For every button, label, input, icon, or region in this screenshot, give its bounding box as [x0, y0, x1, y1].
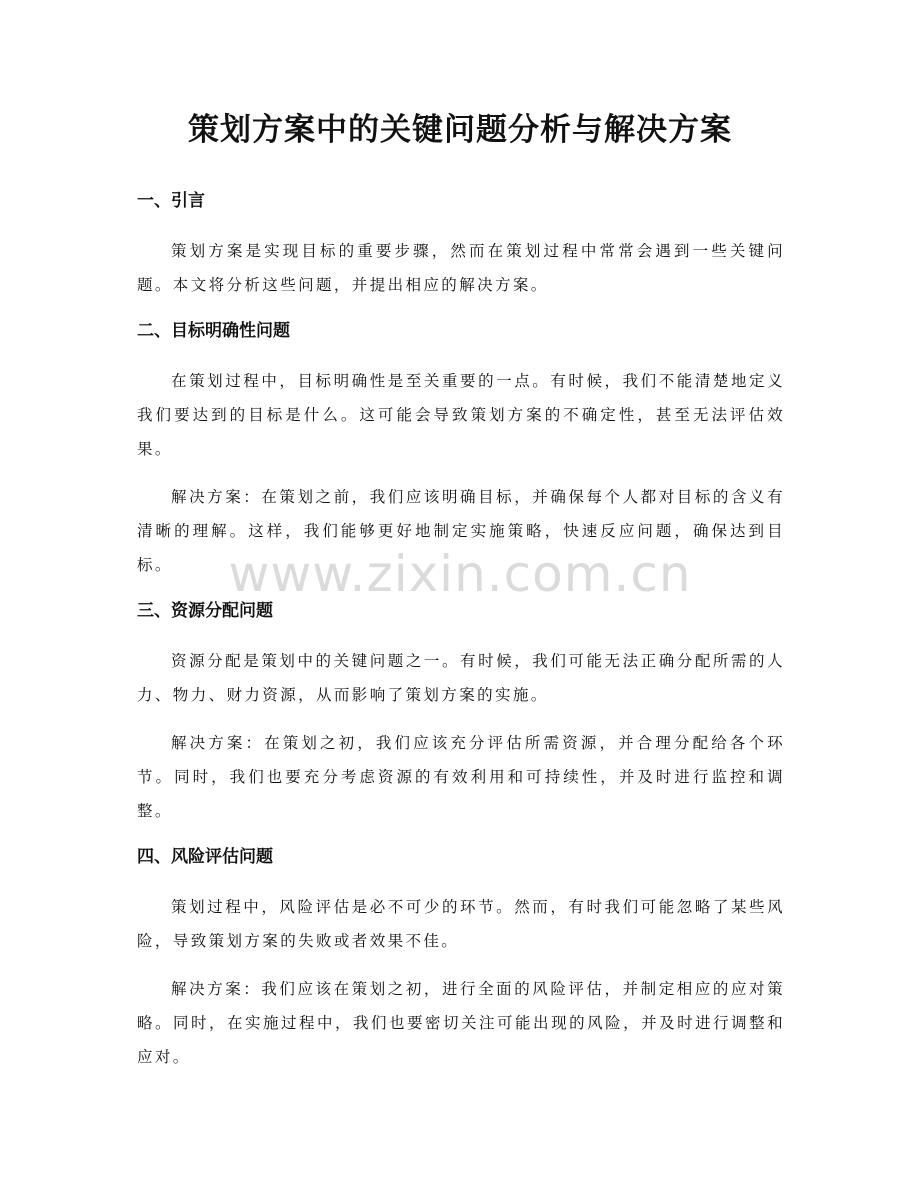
- paragraph: 解决方案：在策划之初，我们应该充分评估所需资源，并合理分配给各个环节。同时，我们也要充分考虑资源的有效利用和可持续性，并及时进行监控和调整。: [137, 734, 785, 820]
- watermark: www.zixin.com.cn: [228, 545, 692, 603]
- document-title: 策划方案中的关键问题分析与解决方案: [188, 112, 732, 148]
- paragraph: 策划方案是实现目标的重要步骤，然而在策划过程中常常会遇到一些关键问题。本文将分析这些问题，并提出相应的解决方案。: [137, 242, 785, 294]
- paragraph: 资源分配是策划中的关键问题之一。有时候，我们可能无法正确分配所需的人力、物力、财力资源，从而影响了策划方案的实施。: [137, 652, 785, 704]
- section-heading-resource-allocation: 三、资源分配问题: [137, 601, 273, 621]
- paragraph: 策划过程中，风险评估是必不可少的环节。然而，有时我们可能忽略了某些风险，导致策划方案的失败或者效果不佳。: [137, 898, 785, 950]
- paragraph: 解决方案：在策划之前，我们应该明确目标，并确保每个人都对目标的含义有清晰的理解。这样，我们能够更好地制定实施策略，快速反应问题，确保达到目标。: [137, 488, 785, 574]
- section-heading-introduction: 一、引言: [137, 191, 205, 211]
- section-heading-risk-assessment: 四、风险评估问题: [137, 847, 273, 867]
- document-body: [137, 186, 785, 1088]
- paragraph: 解决方案：我们应该在策划之初，进行全面的风险评估，并制定相应的应对策略。同时，在实施过程中，我们也要密切关注可能出现的风险，并及时进行调整和应对。: [137, 980, 785, 1066]
- paragraph: 在策划过程中，目标明确性是至关重要的一点。有时候，我们不能清楚地定义我们要达到的目标是什么。这可能会导致策划方案的不确定性，甚至无法评估效果。: [137, 372, 785, 458]
- section-heading-goal-clarity: 二、目标明确性问题: [137, 321, 290, 341]
